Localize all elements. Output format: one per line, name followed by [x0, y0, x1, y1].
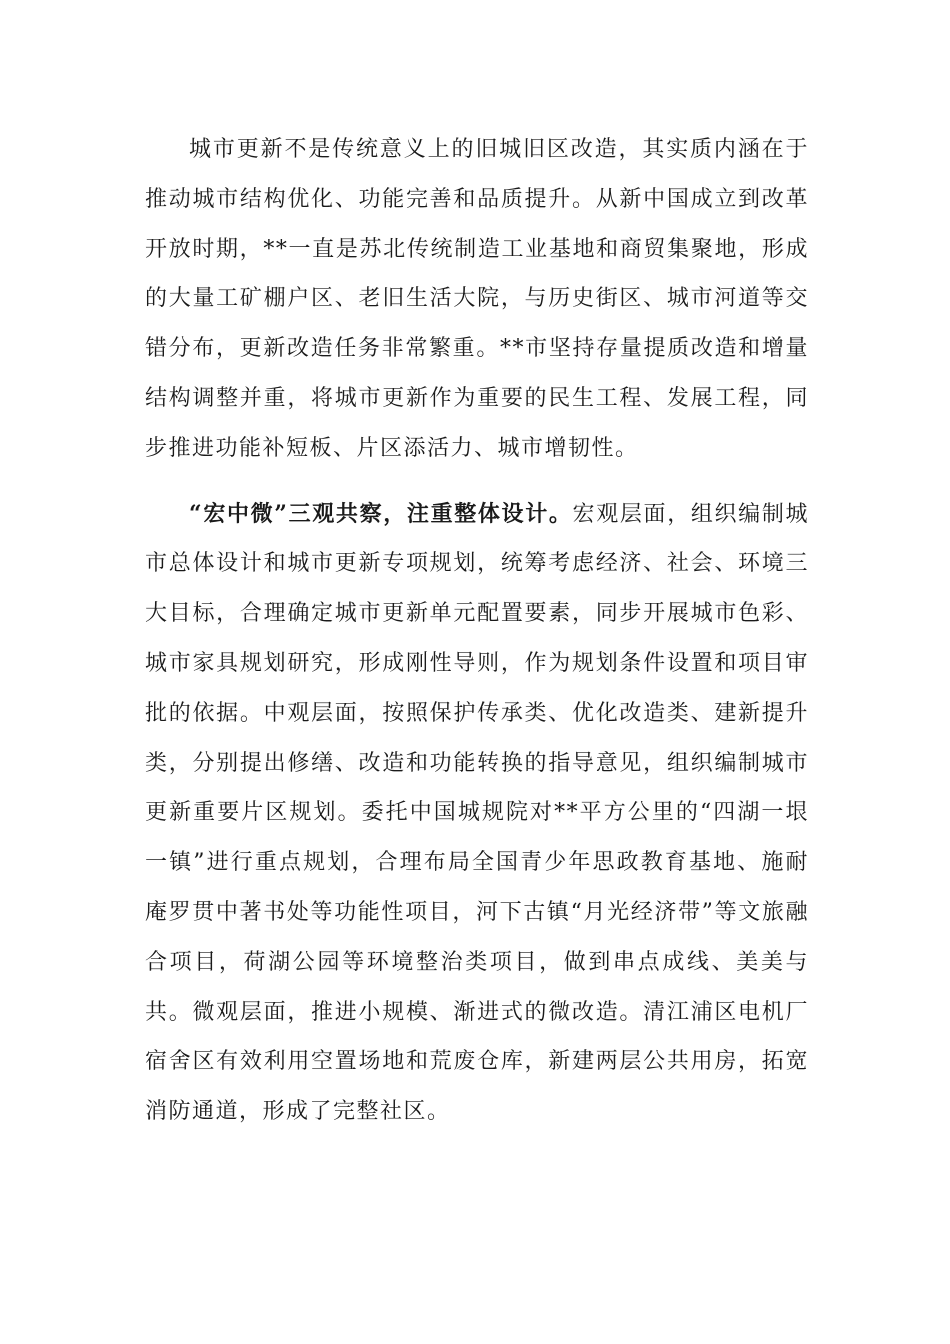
paragraph-overall-design: [145, 490, 809, 1137]
paragraph-text: 宏观层面，组织编制城市总体设计和城市更新专项规划，统筹考虑经济、社会、环境三大目标，合理确定城市更新单元配置要素，同步开展城市色彩、城市家具规划研究，形成刚性导则，作为规划条件设置和项目审批的依据。中观层面，按照保护传承类、优化改造类、建新提升类，分别提出修缮、改造和功能转换的指导意见，组织编制城市更新重要片区规划。委托中国城规院对**平方公里的“四湖一垠一镇”进行重点规划，合理布局全国青少年思政教育基地、施耐庵罗贯中著书处等功能性项目，河下古镇“月光经济带”等文旅融合项目，荷湖公园等环境整治类项目，做到串点成线、美美与共。微观层面，推进小规模、渐进式的微改造。清江浦区电机厂宿舍区有效利用空置场地和荒废仓库，新建两层公共用房，拓宽消防通道，形成了完整社区。: [145, 501, 809, 1125]
document-body: [145, 125, 809, 1137]
paragraph-intro: [145, 125, 809, 474]
paragraph-text: 城市更新不是传统意义上的旧城旧区改造，其实质内涵在于推动城市结构优化、功能完善和品质提升。从新中国成立到改革开放时期，**一直是苏北传统制造工业基地和商贸集聚地，形成的大量工矿棚户区、老旧生活大院，与历史街区、城市河道等交错分布，更新改造任务非常繁重。**市坚持存量提质改造和增量结构调整并重，将城市更新作为重要的民生工程、发展工程，同步推进功能补短板、片区添活力、城市增韧性。: [145, 137, 809, 461]
paragraph-lead: “宏中微”三观共察，注重整体设计。: [189, 500, 573, 527]
